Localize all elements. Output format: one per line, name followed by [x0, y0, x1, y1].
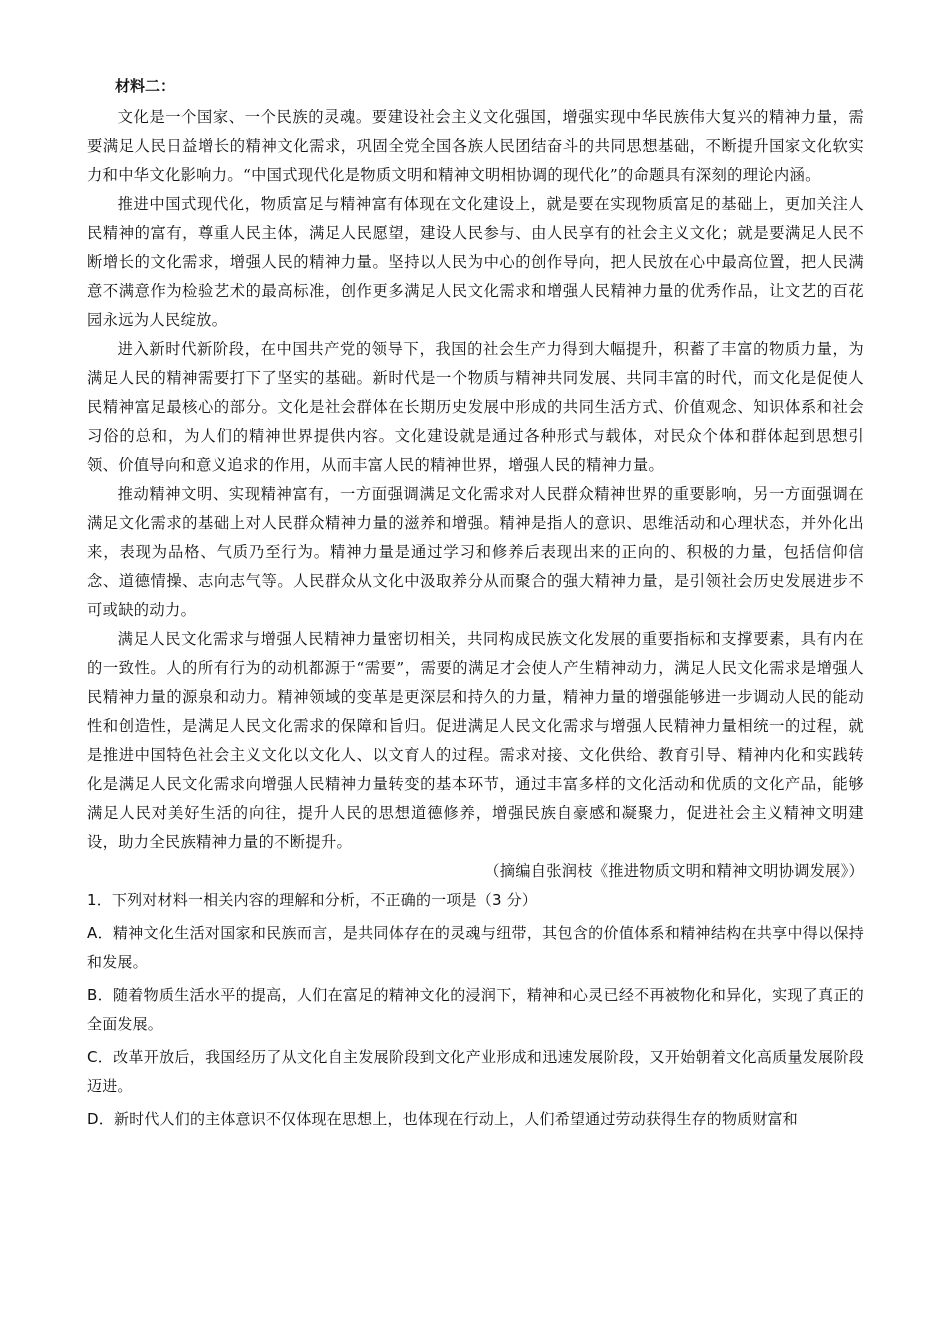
material-paragraph-3: 进入新时代新阶段，在中国共产党的领导下，我国的社会生产力得到大幅提升，积蓄了丰富的物质力量，为满足人民的精神需要打下了坚实的基础。新时代是一个物质与精神共同发展、共同丰富的时代，而文化是促使人民精神富足最核心的部分。文化是社会群体在长期历史发展中形成的共同生活方式、价值观念、知识体系和社会习俗的总和，为人们的精神世界提供内容。文化建设就是通过各种形式与载体，对民众个体和群体起到思想引领、价值导向和意义追求的作用，从而丰富人民的精神世界，增强人民的精神力量。: [87, 340, 864, 474]
option-b: B．随着物质生活水平的提高，人们在富足的精神文化的浸润下，精神和心灵已经不再被物化和异化，实现了真正的全面发展。: [87, 986, 864, 1033]
material-source: （摘编自张润枝《推进物质文明和精神文明协调发展》）: [484, 862, 864, 880]
material-paragraph-2: 推进中国式现代化，物质富足与精神富有体现在文化建设上，就是要在实现物质富足的基础上，更加关注人民精神的富有，尊重人民主体，满足人民愿望，建设人民参与、由人民享有的社会主义文化；就是要满足人民不断增长的文化需求，增强人民的精神力量。坚持以人民为中心的创作导向，把人民放在心中最高位置，把人民满意不满意作为检验艺术的最高标准，创作更多满足人民文化需求和增强人民精神力量的优秀作品，让文艺的百花园永远为人民绽放。: [87, 195, 864, 329]
option-c: C．改革开放后，我国经历了从文化自主发展阶段到文化产业形成和迅速发展阶段，又开始朝着文化高质量发展阶段迈进。: [87, 1048, 864, 1095]
material-paragraph-5: 满足人民文化需求与增强人民精神力量密切相关，共同构成民族文化发展的重要指标和支撑要素，具有内在的一致性。人的所有行为的动机都源于“需要”，需要的满足才会使人产生精神动力，满足人民文化需求是增强人民精神力量的源泉和动力。精神领域的变革是更深层和持久的力量，精神力量的增强能够进一步调动人民的能动性和创造性，是满足人民文化需求的保障和旨归。促进满足人民文化需求与增强人民精神力量相统一的过程，就是推进中国特色社会主义文化以文化人、以文育人的过程。需求对接、文化供给、教育引导、精神内化和实践转化是满足人民文化需求向增强人民精神力量转变的基本环节，通过丰富多样的文化活动和优质的文化产品，能够满足人民对美好生活的向往，提升人民的思想道德修养，增强民族自豪感和凝聚力，促进社会主义精神文明建设，助力全民族精神力量的不断提升。: [87, 630, 864, 851]
material-heading: 材料二：: [115, 77, 176, 95]
option-d: D．新时代人们的主体意识不仅体现在思想上，也体现在行动上，人们希望通过劳动获得生存的物质财富和: [87, 1110, 798, 1128]
option-a: A．精神文化生活对国家和民族而言，是共同体存在的灵魂与纽带，其包含的价值体系和精神结构在共享中得以保持和发展。: [87, 924, 864, 971]
material-paragraph-4: 推动精神文明、实现精神富有，一方面强调满足文化需求对人民群众精神世界的重要影响，另一方面强调在满足文化需求的基础上对人民群众精神力量的滋养和增强。精神是指人的意识、思维活动和心理状态，并外化出来，表现为品格、气质乃至行为。精神力量是通过学习和修养后表现出来的正向的、积极的力量，包括信仰信念、道德情操、志向志气等。人民群众从文化中汲取养分从而聚合的强大精神力量，是引领社会历史发展进步不可或缺的动力。: [87, 485, 864, 619]
material-paragraph-1: 文化是一个国家、一个民族的灵魂。要建设社会主义文化强国，增强实现中华民族伟大复兴的精神力量，需要满足人民日益增长的精神文化需求，巩固全党全国各族人民团结奋斗的共同思想基础，不断提升国家文化软实力和中华文化影响力。“中国式现代化是物质文明和精神文明相协调的现代化”的命题具有深刻的理论内涵。: [87, 108, 864, 184]
question-stem: 1．下列对材料一相关内容的理解和分析，不正确的一项是（3 分）: [87, 891, 538, 909]
